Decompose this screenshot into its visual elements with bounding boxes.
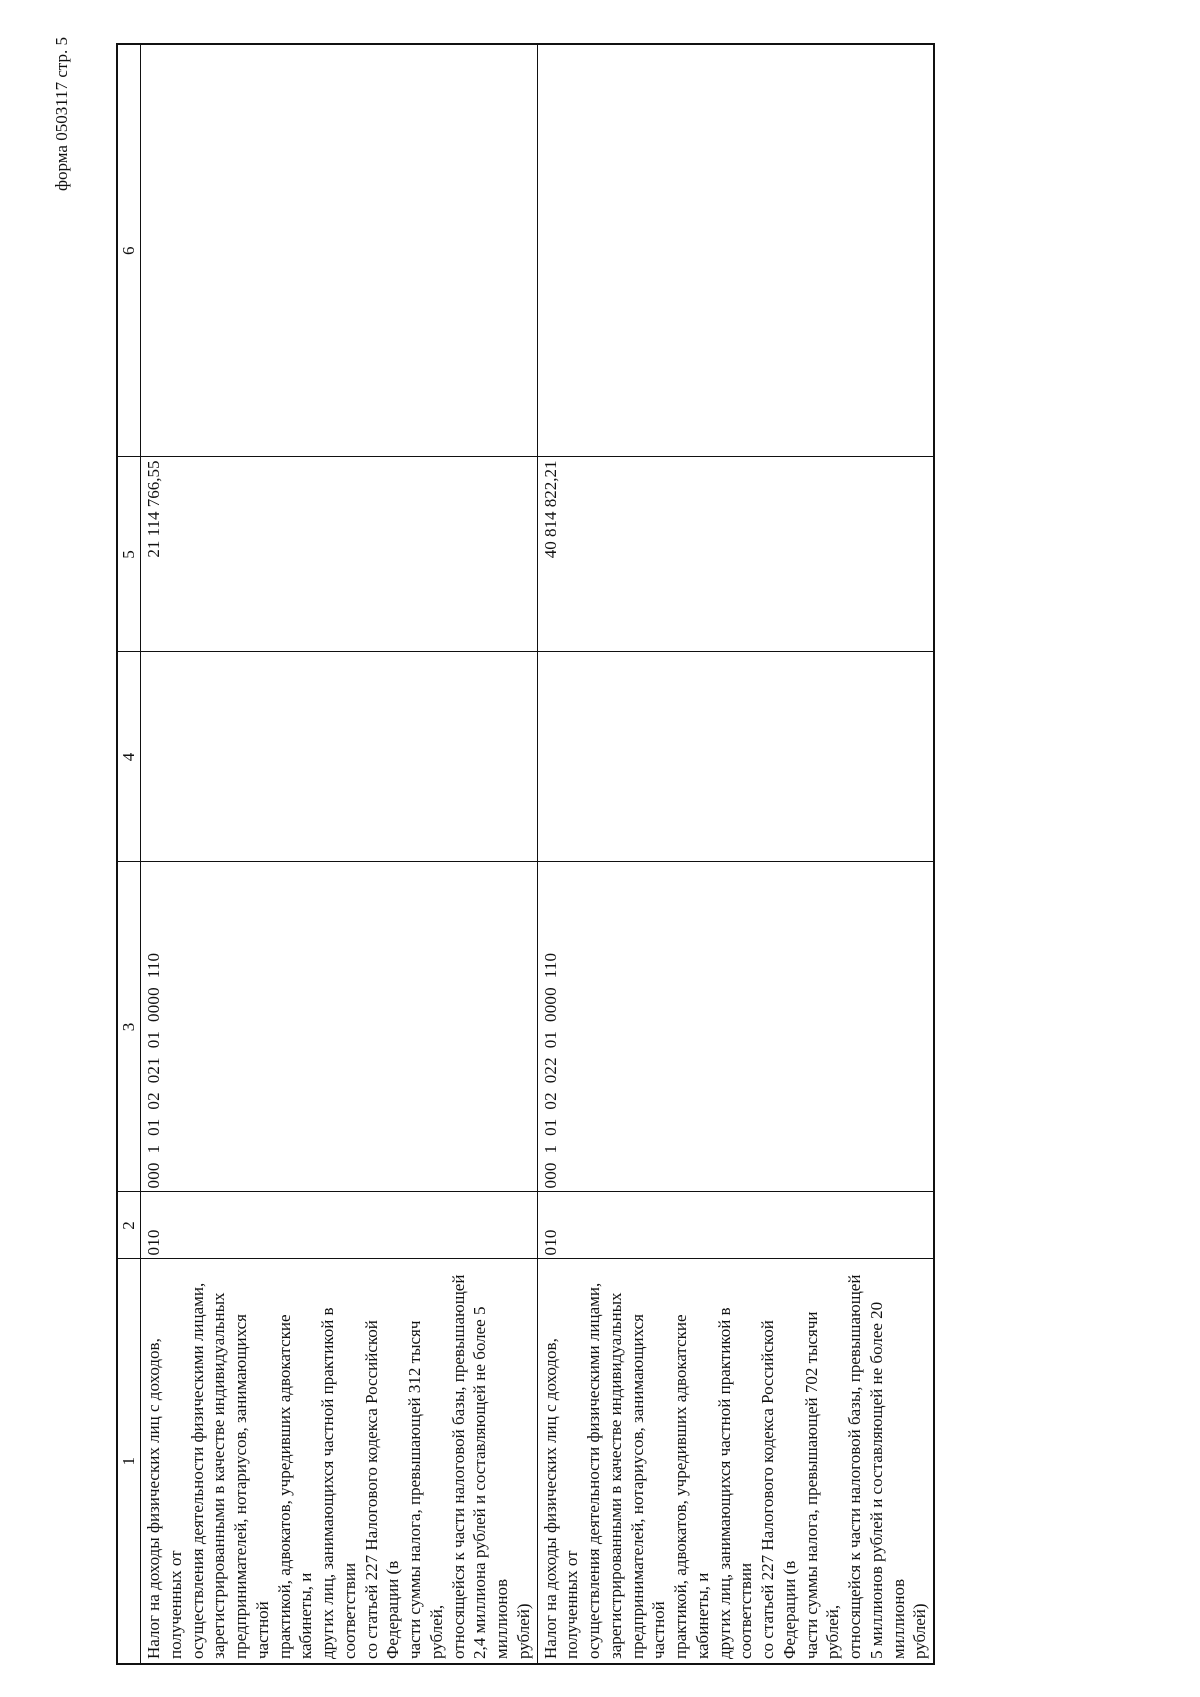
- line-code-cell: [537, 1192, 934, 1259]
- column-4-value: [538, 653, 542, 862]
- income-classification-code: 000 1 01 02 022 01 0000 110: [540, 952, 560, 1189]
- table-row: [537, 44, 934, 1664]
- line-code: 010: [144, 1229, 163, 1256]
- column-6-value: [538, 45, 542, 457]
- income-code-cell: [537, 862, 934, 1192]
- column-6-value: [141, 45, 145, 457]
- column-4-cell: [141, 652, 538, 862]
- executed-amount: 40 814 822,21: [540, 460, 560, 559]
- column-header-2: 2: [117, 1192, 141, 1259]
- column-header-1: 1: [117, 1259, 141, 1664]
- form-label: форма 0503117 стр. 5: [52, 37, 71, 191]
- column-header-4: 4: [117, 652, 141, 862]
- income-name: Налог на доходы физических лиц с доходов, полученных от осуществления деятельности физическими лицами, зарегистрированными в качестве индивидуальных предпринимателей, нотариусов, занимающихся частной практикой, адвокатов, учредивших адвокатские кабинеты, и других лиц, занимающихся частной практикой в соответствии со статьей 227 Налогового кодекса Российской Федерации (в части суммы налога, превышающей 312 тысяч рублей, относящейся к части налоговой базы, превышающей 2,4 миллиона рублей и составляющей не более 5 миллионов рублей): [144, 1274, 533, 1659]
- column-4-value: [141, 653, 145, 862]
- income-name: Налог на доходы физических лиц с доходов, полученных от осуществления деятельности физическими лицами, зарегистрированными в качестве индивидуальных предпринимателей, нотариусов, занимающихся частной практикой, адвокатов, учредивших адвокатские кабинеты, и других лиц, занимающихся частной практикой в соответствии со статьей 227 Налогового кодекса Российской Федерации (в части суммы налога, превышающей 702 тысячи рублей, относящейся к части налоговой базы, превышающей 5 миллионов рублей и составляющей не более 20 миллионов рублей): [540, 1274, 930, 1659]
- report-table: [116, 43, 935, 1665]
- line-code: 010: [540, 1229, 560, 1256]
- income-name-cell: [537, 1259, 934, 1664]
- column-6-cell: [141, 44, 538, 457]
- column-5-cell: [141, 457, 538, 652]
- income-code-cell: [141, 862, 538, 1192]
- table-row: [141, 44, 538, 1664]
- income-name-cell: [141, 1259, 538, 1664]
- executed-amount: 21 114 766,55: [144, 460, 163, 558]
- column-4-cell: [537, 652, 934, 862]
- line-code-cell: [141, 1192, 538, 1259]
- column-header-5: 5: [117, 457, 141, 652]
- column-6-cell: [537, 44, 934, 457]
- column-number-row: [117, 44, 141, 1664]
- column-header-6: 6: [117, 44, 141, 457]
- income-classification-code: 000 1 01 02 021 01 0000 110: [144, 952, 163, 1189]
- column-5-cell: [537, 457, 934, 652]
- column-header-3: 3: [117, 862, 141, 1192]
